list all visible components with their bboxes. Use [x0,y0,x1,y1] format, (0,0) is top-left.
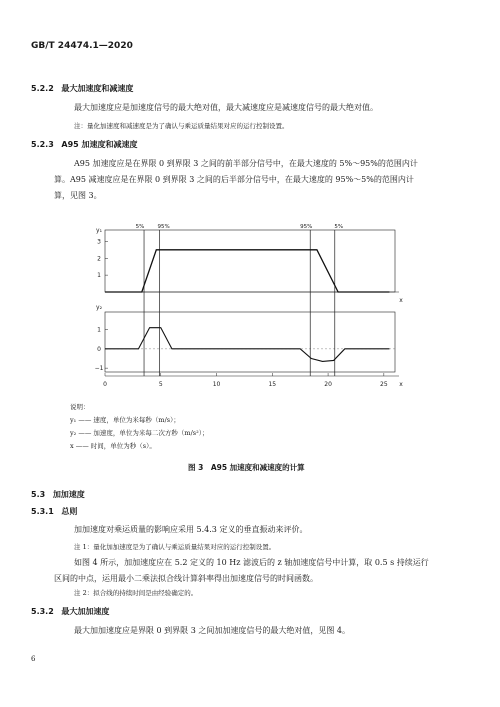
paragraph-jerk-calc-line2: 区间的中点，运用最小二乘法拟合线计算斜率得出加速度信号的时间函数。 [54,574,318,583]
x-tick-label: 10 [212,381,221,388]
acceleration-panel-frame [105,312,395,372]
note-2: 注 2：拟合线的持续时间是由经验确定的。 [74,589,198,597]
x-tick-label: 5 [158,381,163,388]
acceleration-series-line [105,328,389,362]
note-max-accel: 注：量化加速度和减速度是为了确认与乘运质量结果对应的运行控制设置。 [74,122,289,130]
y1-tick-label: 3 [97,238,101,246]
legend-title: 说明： [70,403,90,411]
section-number: 5.3.1 [31,507,54,516]
y1-tick-label: 1 [97,272,101,280]
figure-caption: 图 3 A95 加速度和减速度的计算 [188,463,305,472]
paragraph-max-jerk: 最大加加速度应是界限 0 到界限 3 之间加加速度信号的最大绝对值，见图 4。 [74,626,350,635]
section-heading-5-3 [31,489,85,500]
section-title: 总则 [61,507,78,516]
section-number: 5.3 [31,490,46,499]
paragraph-a95-line2: 算。A95 减速度应是在界限 0 到界限 3 之间的后半部分信号中，在最大速度的 95%～5%的范围内计 [54,175,414,184]
x-tick-label: 0 [103,381,107,388]
paragraph-a95-line3: 算，见图 3。 [54,191,102,200]
paragraph-jerk-calc-line1: 如图 4 所示，加加速度应在 5.2 定义的 10 Hz 滤波后的 z 轴加速度信号中计算，取 0.5 s 持续运行 [74,558,429,567]
note-1: 注 1：量化加加速度是为了确认与乘运质量结果对应的运行控制设置。 [74,543,276,551]
section-title: 最大加加速度 [61,607,110,616]
y2-tick-label: 1 [97,326,101,334]
y1-tick-label: 2 [97,255,101,263]
x-tick-label: 15 [268,381,277,388]
paragraph-a95-line1: A95 加速度应是在界限 0 到界限 3 之间的前半部分信号中，在最大速度的 5%～95%的范围内计 [74,159,418,168]
y2-axis-label: y₂ [96,304,102,311]
x-tick-label: 20 [324,381,332,388]
marker-label: 95% [300,224,313,230]
legend-x: x —— 时间，单位为秒（s）。 [70,442,156,450]
x-axis-label-bottom: x [399,381,403,388]
x-axis-label-top: x [399,297,403,304]
page-number: 6 [31,655,36,663]
section-heading-5-3-1 [31,506,77,517]
paragraph-max-accel: 最大加速度应是加速度信号的最大绝对值，最大减速度应是减速度信号的最大绝对值。 [74,103,378,112]
marker-label: 95% [157,224,170,230]
section-title: 最大加速度和减速度 [61,84,134,93]
velocity-series-line [105,250,389,292]
legend-y2: y₂ —— 加速度，单位为米每二次方秒（m/s²）； [70,429,209,437]
chart-plot-area [95,224,404,388]
y2-tick-label: 0 [97,345,101,353]
section-number: 5.3.2 [31,607,54,616]
figure-3-chart [80,220,410,400]
section-heading-5-2-3 [31,139,138,150]
x-tick-label: 25 [380,381,388,388]
y2-tick-label: −1 [94,365,104,373]
section-heading-5-2-2 [31,83,133,94]
section-title: 加加速度 [52,490,85,499]
legend-y1: y₁ —— 速度，单位为米每秒（m/s）； [70,416,180,424]
standard-number: GB/T 24474.1—2020 [31,41,133,51]
paragraph-jerk-general: 加加速度对乘运质量的影响应采用 5.4.3 定义的垂直振动来评价。 [74,525,308,534]
section-heading-5-3-2 [31,606,109,617]
marker-label: 5% [135,224,145,230]
y1-axis-label: y₁ [96,227,102,234]
marker-label: 5% [334,224,344,230]
section-title: A95 加速度和减速度 [61,140,138,149]
section-number: 5.2.2 [31,84,54,93]
section-number: 5.2.3 [31,140,54,149]
velocity-panel-frame [105,230,395,292]
